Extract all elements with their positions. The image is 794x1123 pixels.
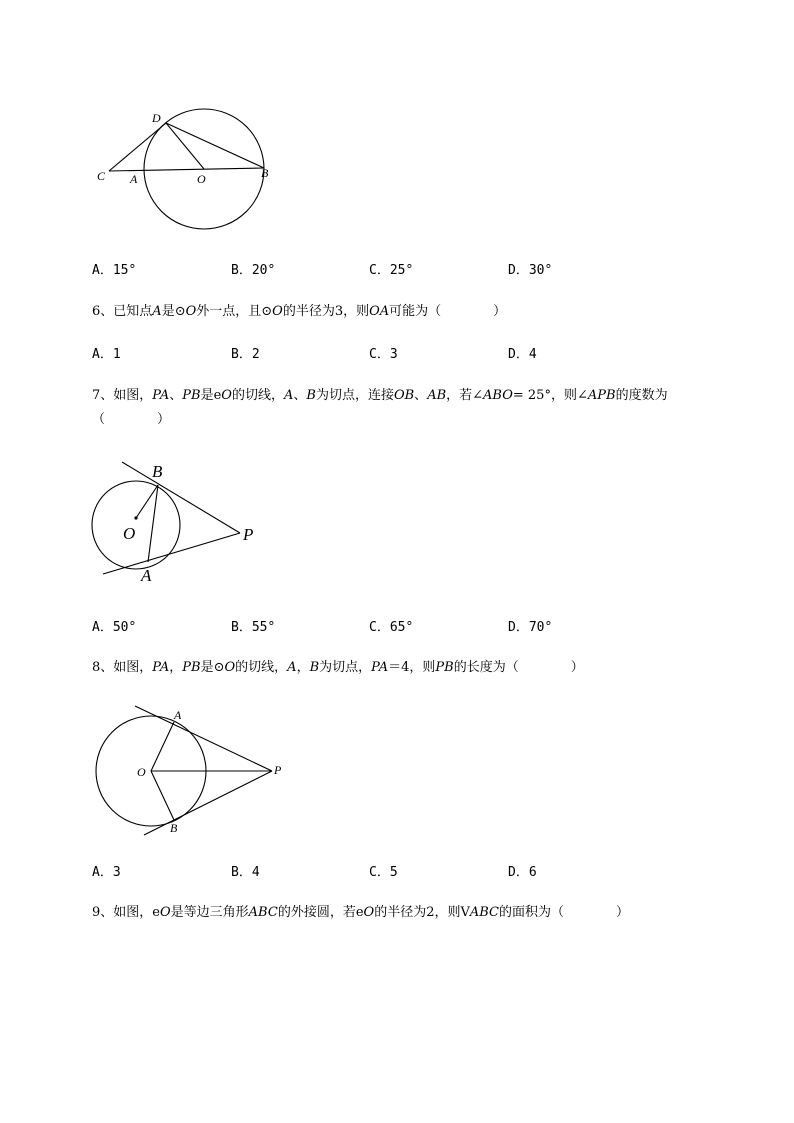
q5-label-c: C: [97, 169, 106, 183]
q5-label-b: B: [261, 166, 269, 180]
q6-var-1: A: [152, 304, 162, 319]
q7-label-p: P: [243, 525, 254, 544]
q5-line-cb: [109, 168, 264, 171]
q5-label-d: D: [152, 111, 161, 125]
q9-text-4: 的半径为2，则V: [374, 905, 470, 920]
q7-stem: [92, 386, 668, 406]
q9-var-2: ABC: [248, 905, 278, 920]
q9-var-3: O: [363, 905, 375, 920]
q7-text-2: 、: [169, 388, 183, 403]
q7-option-b[interactable]: B．55°: [231, 620, 276, 635]
q7-text-9: = 25°，则∠: [512, 388, 588, 403]
q7-var-6: OB: [393, 388, 415, 403]
q6-text-4: 的半径为3，则: [282, 304, 370, 319]
q7-figure: [90, 455, 270, 590]
q8-option-c[interactable]: C．5: [369, 865, 398, 880]
q8-number: 8、: [92, 660, 114, 675]
q9-var-1: O: [159, 905, 171, 920]
q8-label-o: O: [137, 765, 146, 779]
q9-text-3: 的外接圆，若e: [277, 905, 364, 920]
q7-text-5: 、: [293, 388, 307, 403]
q7-text-6: 为切点，连接: [315, 388, 394, 403]
q7-segment-ab: [148, 485, 158, 562]
q8-var-6: PA: [371, 660, 389, 675]
q5-label-o: O: [197, 172, 206, 186]
q7-options: [92, 619, 692, 637]
q8-label-a: A: [174, 708, 182, 722]
q9-number: 9、: [92, 905, 114, 920]
q8-options: [92, 864, 692, 882]
q7-option-c[interactable]: C．65°: [369, 620, 414, 635]
q8-option-d[interactable]: D．6: [508, 865, 537, 880]
q6-text-5: 可能为（ ）: [389, 304, 507, 319]
q5-option-b[interactable]: B．20°: [231, 263, 276, 278]
q7-var-2: PB: [182, 388, 201, 403]
q8-var-3: O: [224, 660, 236, 675]
q8-text-3: 是⊙: [200, 660, 225, 675]
q6-options: [92, 346, 692, 364]
q5-label-a: A: [130, 172, 138, 186]
q7-var-4: A: [283, 388, 294, 403]
q7-var-3: O: [221, 388, 232, 403]
q6-option-a[interactable]: A．1: [92, 347, 121, 362]
q5-option-c[interactable]: C．25°: [369, 263, 414, 278]
q8-var-7: PB: [435, 660, 454, 675]
q7-option-d[interactable]: D．70°: [508, 620, 553, 635]
q8-option-a[interactable]: A．3: [92, 865, 121, 880]
q5-option-a[interactable]: A．15°: [92, 263, 137, 278]
q8-var-1: PA: [152, 660, 170, 675]
q7-tangent-pb: [122, 462, 240, 533]
q7-var-9: APB: [587, 388, 616, 403]
q8-option-b[interactable]: B．4: [231, 865, 260, 880]
q9-text-5: 的面积为（ ）: [499, 905, 630, 920]
q5-line-do: [166, 123, 204, 169]
q6-option-b[interactable]: B．2: [231, 347, 260, 362]
q5-figure: [90, 105, 280, 235]
q8-var-4: A: [287, 660, 297, 675]
q7-text-8: ，若∠: [446, 388, 484, 403]
q8-figure: [90, 700, 290, 840]
q5-options: [92, 262, 692, 280]
q6-number: 6、: [92, 304, 114, 319]
q8-segment-oa: [151, 722, 174, 771]
q7-stem-line2: （ ）: [92, 412, 171, 427]
q8-var-2: PB: [182, 660, 201, 675]
q5-option-d[interactable]: D．30°: [508, 263, 553, 278]
q7-label-a: A: [141, 566, 152, 585]
q7-text-4: 的切线，: [231, 388, 284, 403]
q7-var-5: B: [306, 388, 316, 403]
q7-label-b: B: [152, 462, 163, 481]
q7-label-o: O: [123, 524, 136, 543]
q6-var-4: OA: [369, 304, 390, 319]
q8-label-b: B: [170, 821, 178, 835]
q7-center-dot: [134, 516, 137, 519]
q8-text-6: 为切点，: [319, 660, 372, 675]
q6-text-3: 外一点，且⊙: [196, 304, 273, 319]
q9-stem: [92, 903, 629, 923]
q6-text-1: 已知点: [113, 304, 153, 319]
q7-number: 7、: [92, 388, 114, 403]
q8-text-1: 如图，: [113, 660, 153, 675]
q7-var-7: AB: [427, 388, 447, 403]
q6-stem: [92, 302, 506, 322]
q5-line-cd: [109, 123, 166, 171]
q7-var-8: ABO: [483, 388, 513, 403]
q6-text-2: 是⊙: [161, 304, 186, 319]
q8-text-8: 的长度为（ ）: [453, 660, 584, 675]
q8-text-4: 的切线，: [235, 660, 288, 675]
q8-text-5: ，: [296, 660, 310, 675]
q8-label-p: P: [274, 763, 282, 777]
q8-text-7: ＝4，则: [388, 660, 436, 675]
q7-text-1: 如图，: [113, 388, 153, 403]
q7-text-7: 、: [414, 388, 428, 403]
q6-option-c[interactable]: C．3: [369, 347, 398, 362]
q7-option-a[interactable]: A．50°: [92, 620, 137, 635]
q8-var-5: B: [309, 660, 320, 675]
q9-var-4: ABC: [469, 905, 499, 920]
q8-tangent-pb: [144, 771, 272, 835]
q8-text-2: ，: [169, 660, 183, 675]
q7-text-10: 的度数为: [615, 388, 668, 403]
q6-option-d[interactable]: D．4: [508, 347, 537, 362]
q7-text-3: 是e: [200, 388, 222, 403]
q7-var-1: PA: [152, 388, 170, 403]
q8-stem: [92, 658, 584, 678]
q6-var-2: O: [185, 304, 197, 319]
q8-segment-ob: [151, 771, 174, 820]
q9-text-2: 是等边三角形: [170, 905, 249, 920]
q9-text-1: 如图，e: [113, 905, 160, 920]
q7-circle: [92, 481, 180, 569]
q6-var-3: O: [272, 304, 283, 319]
